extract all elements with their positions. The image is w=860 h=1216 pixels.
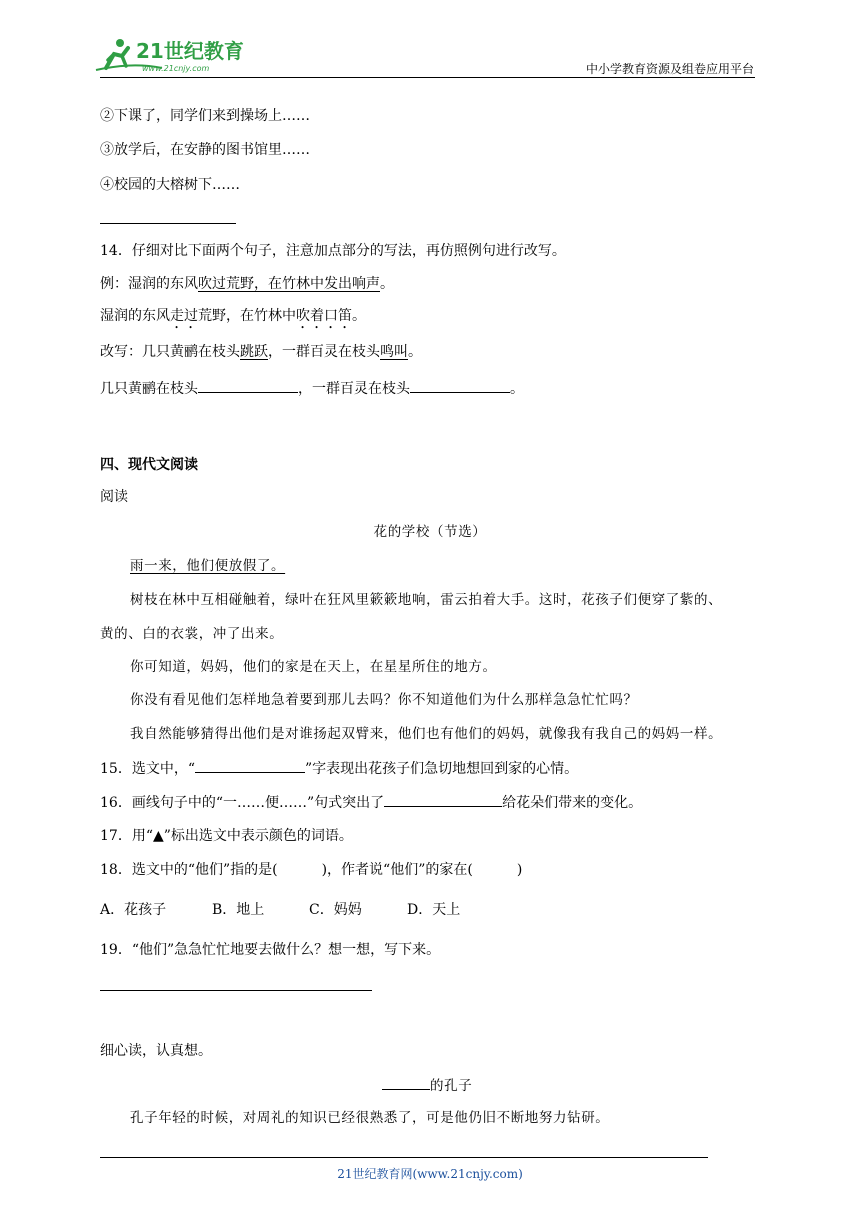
q16 [100, 792, 642, 813]
title-blank[interactable] [382, 1075, 430, 1090]
section-5-intro: 细心读，认真想。 [100, 1043, 212, 1059]
q18 [100, 860, 522, 880]
section-5-title [382, 1075, 472, 1096]
passage-p3: 你可知道，妈妈，他们的家是在天上，在星星所住的地方。 [130, 659, 497, 675]
q14-rewrite [100, 342, 422, 362]
footer-divider [100, 1157, 708, 1158]
q14-example-end: 。 [380, 276, 394, 292]
option-2: ②下课了，同学们来到操场上…… [100, 108, 310, 124]
q14-fill-b: ，一群百灵在枝头 [298, 381, 410, 397]
option-3: ③放学后，在安静的图书馆里…… [100, 142, 310, 158]
q14-example-prefix: 例：湿润的东风 [100, 276, 198, 292]
q14-s2-dotted-2: 吹着口笛 [296, 308, 352, 324]
q18-a: 18．选文中的“他们”指的是( [100, 862, 278, 878]
q19-answer-line[interactable] [100, 990, 372, 991]
q14-s2-a: 湿润的东风 [100, 308, 170, 324]
q14-fill [100, 378, 524, 399]
answer-line-13 [100, 223, 236, 224]
q15-a: 15．选文中，“ [100, 761, 195, 777]
passage-p1 [130, 556, 285, 576]
section-5-p1: 孔子年轻的时候，对周礼的知识已经很熟悉了，可是他仍旧不断地努力钻研。 [130, 1110, 610, 1126]
q19: 19．“他们”急急忙忙地要去做什么？想一想，写下来。 [100, 942, 441, 958]
q14-blank-1[interactable] [198, 378, 298, 393]
q17: 17．用“▲”标出选文中表示颜色的词语。 [100, 828, 353, 844]
q18-option-a[interactable]: A．花孩子 [100, 902, 167, 918]
section-4-title: 四、现代文阅读 [100, 457, 198, 473]
passage-p1-text: 雨一来，他们便放假了。 [130, 558, 286, 574]
q15-b: ”字表现出花孩子们急切地想回到家的心情。 [304, 761, 579, 777]
site-logo [92, 34, 262, 76]
q14-fill-a: 几只黄鹂在枝头 [100, 381, 198, 397]
q16-b: 给花朵们带来的变化。 [502, 795, 643, 811]
q18-option-b[interactable]: B．地上 [212, 902, 265, 918]
q14-rewrite-u2: 鸣叫 [380, 344, 408, 360]
q14-fill-c: 。 [510, 381, 524, 397]
q14-s2-b: 荒野，在竹林中 [198, 308, 296, 324]
q14-example-underlined: 吹过荒野，在竹林中发出响声 [198, 276, 380, 292]
option-4: ④校园的大榕树下…… [100, 177, 240, 193]
read-label: 阅读 [100, 489, 128, 505]
q18-b: )，作者说“他们”的家在( [321, 862, 473, 878]
header-divider [100, 77, 755, 78]
title-suffix: 的孔子 [430, 1078, 473, 1094]
q16-blank[interactable] [384, 792, 502, 807]
q14-dotted-sentence [100, 306, 366, 332]
logo-text: 21世纪教育 [136, 39, 244, 63]
passage-p5: 我自然能够猜得出他们是对谁扬起双臂来，他们也有他们的妈妈，就像我有我自己的妈妈一样。 [130, 726, 723, 742]
q18-option-d[interactable]: D．天上 [407, 902, 461, 918]
q14-rewrite-end: 。 [408, 344, 422, 360]
q14-blank-2[interactable] [410, 378, 510, 393]
passage-p4: 你没有看见他们怎样地急着要到那儿去吗？你不知道他们为什么那样急急忙忙吗？ [130, 692, 638, 708]
q16-a: 16．画线句子中的“一……便……”句式突出了 [100, 795, 385, 811]
q14-rewrite-prefix: 改写：几只黄鹂在枝头 [100, 344, 240, 360]
passage-title: 花的学校（节选） [373, 524, 487, 540]
q14-s2-end: 。 [352, 308, 366, 324]
logo-url: www.21cnjy.com [142, 64, 210, 73]
q14-stem: 14．仔细对比下面两个句子，注意加点部分的写法，再仿照例句进行改写。 [100, 243, 566, 259]
q14-rewrite-mid: ，一群百灵在枝头 [268, 344, 380, 360]
q18-c: ) [516, 862, 523, 878]
q15-blank[interactable] [195, 758, 305, 773]
platform-name: 中小学教育资源及组卷应用平台 [585, 62, 754, 76]
passage-p2-line1: 树枝在林中互相碰触着，绿叶在狂风里簌簌地响，雷云拍着大手。这时，花孩子们便穿了紫的、 [130, 592, 723, 608]
q14-example [100, 274, 394, 294]
q14-s2-dotted-1: 走过 [170, 308, 198, 324]
passage-p2-line2: 黄的、白的衣裳，冲了出来。 [100, 626, 284, 642]
q14-rewrite-u1: 跳跃 [240, 344, 268, 360]
q18-option-c[interactable]: C．妈妈 [309, 902, 362, 918]
q15 [100, 758, 578, 779]
footer-text: 21世纪教育网(www.21cnjy.com) [337, 1167, 523, 1181]
